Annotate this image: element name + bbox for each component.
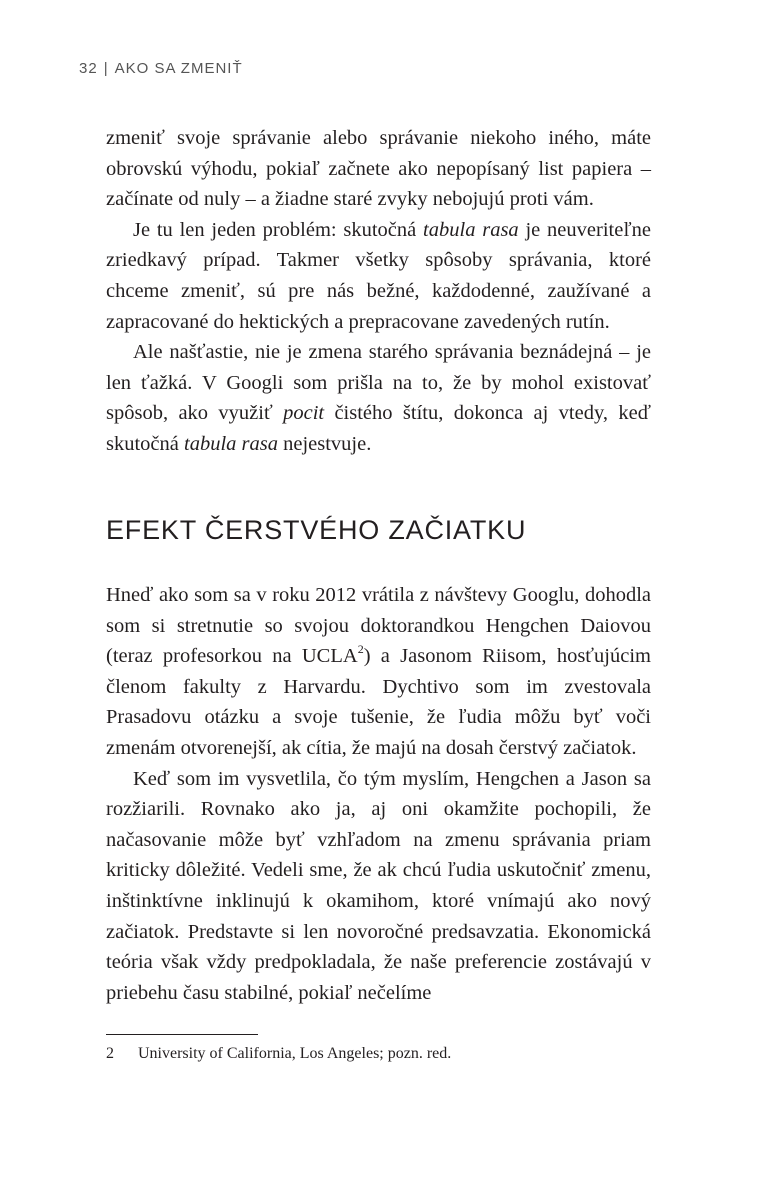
footnote <box>106 1045 451 1063</box>
page-number: 32 <box>79 60 98 77</box>
text-run: Hneď ako som sa v roku 2012 vrátila z návštevy Googlu, dohodla som si stretnutie so svojou doktorandkou Hengchen Daiovou (teraz profesorkou na UCLA <box>106 584 651 668</box>
paragraph-tabula-rasa <box>106 215 651 337</box>
section-heading: EFEKT ČERSTVÉHO ZAČIATKU <box>106 515 527 545</box>
text-block-bottom <box>106 580 651 1008</box>
text-run: Je tu len jeden problém: skutočná <box>133 218 424 241</box>
italic-term: tabula rasa <box>423 218 519 241</box>
text-run: čistého štítu, dokonca aj vtedy, keď skutočná <box>106 402 651 455</box>
paragraph-continuation: zmeniť svoje správanie alebo správanie niekoho iného, máte obrovskú výhodu, pokiaľ začnete ako nepopísaný list papiera – začínate od nuly – a žiadne staré zvyky nebojujú proti vám. <box>106 127 651 211</box>
paragraph-google-visit <box>106 580 651 764</box>
footnote-divider <box>106 1034 258 1035</box>
italic-term: tabula rasa <box>184 432 278 455</box>
running-header <box>79 60 243 77</box>
text-block-top <box>106 123 651 460</box>
text-run: Ale našťastie, nie je zmena starého správania beznádejná – je len ťažká. V Googli som prišla na to, že by mohol existovať spôsob, ako využiť <box>106 341 651 425</box>
chapter-title: AKO SA ZMENIŤ <box>114 60 243 77</box>
italic-term: pocit <box>283 402 325 425</box>
header-separator: | <box>103 60 109 77</box>
paragraph-nastastie <box>106 337 651 459</box>
footnote-text: University of California, Los Angeles; pozn. red. <box>138 1045 452 1062</box>
text-run: nejestvuje. <box>277 432 372 455</box>
text-run: ) a Jasonom Riisom, hosťujúcim členom fakulty z Harvardu. Dychtivo som im zvestovala Prasadovu otázku a svoje tušenie, že ľudia môžu byť voči zmenám otvorenejší, ak cítia, že majú na dosah čerstvý začiatok. <box>106 645 651 759</box>
footnote-reference: 2 <box>357 642 364 657</box>
footnote-number: 2 <box>106 1045 114 1062</box>
text-run: je neuveriteľne zriedkavý prípad. Takmer všetky spôsoby správania, ktoré chceme zmeniť, sú pre nás bežné, každodenné, zaužívané a zapracované do hektických a prepracovane zavedených rutín. <box>106 218 651 333</box>
paragraph-timing: Keď som im vysvetlila, čo tým myslím, Hengchen a Jason sa rozžiarili. Rovnako ako ja, aj oni okamžite pochopili, že načasovanie môže byť vzhľadom na zmenu správania priam kriticky dôležité. Vedeli sme, že ak chcú ľudia uskutočniť zmenu, inštinktívne inklinujú k okamihom, ktoré vnímajú ako nový začiatok. Predstavte si len novoročné predsavzatia. Ekonomická teória však vždy predpokladala, že naše preferencie zostávajú v priebehu času stabilné, pokiaľ nečelíme <box>106 767 651 1004</box>
